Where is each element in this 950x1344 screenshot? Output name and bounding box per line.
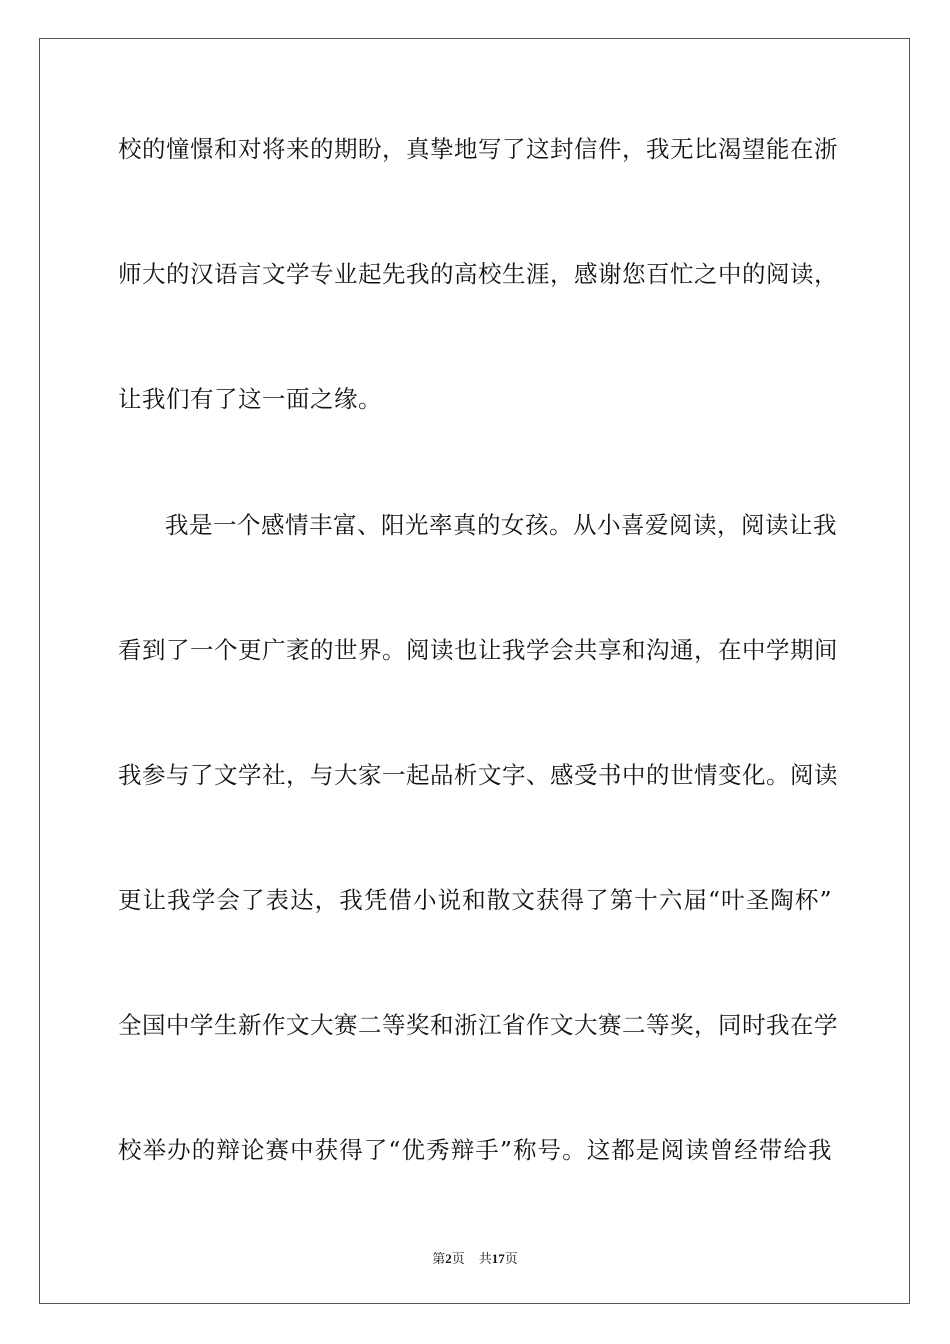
page-footer xyxy=(0,1248,950,1267)
body-line-8: 全国中学生新作文大赛二等奖和浙江省作文大赛二等奖，同时我在学 xyxy=(118,1011,838,1039)
total-label-suffix: 页 xyxy=(504,1251,518,1266)
body-line-6: 我参与了文学社，与大家一起品析文字、感受书中的世情变化。阅读 xyxy=(118,761,838,789)
page-number: 2 xyxy=(445,1251,452,1266)
page-label-suffix: 页 xyxy=(451,1251,465,1266)
page-border xyxy=(39,38,910,1304)
body-line-7: 更让我学会了表达，我凭借小说和散文获得了第十六届“叶圣陶杯” xyxy=(118,886,832,914)
total-label-prefix: 共 xyxy=(478,1251,492,1266)
body-line-2: 师大的汉语言文学专业起先我的高校生涯，感谢您百忙之中的阅读， xyxy=(118,260,838,288)
body-line-4: 我是一个感情丰富、阳光率真的女孩。从小喜爱阅读，阅读让我 xyxy=(165,511,837,539)
body-line-5: 看到了一个更广袤的世界。阅读也让我学会共享和沟通，在中学期间 xyxy=(118,636,838,664)
body-line-1: 校的憧憬和对将来的期盼，真挚地写了这封信件，我无比渴望能在浙 xyxy=(118,135,838,163)
page-label-prefix: 第 xyxy=(432,1251,446,1266)
total-pages: 17 xyxy=(491,1251,505,1266)
body-line-9: 校举办的辩论赛中获得了“优秀辩手”称号。这都是阅读曾经带给我 xyxy=(118,1136,832,1164)
body-line-3: 让我们有了这一面之缘。 xyxy=(118,385,382,413)
